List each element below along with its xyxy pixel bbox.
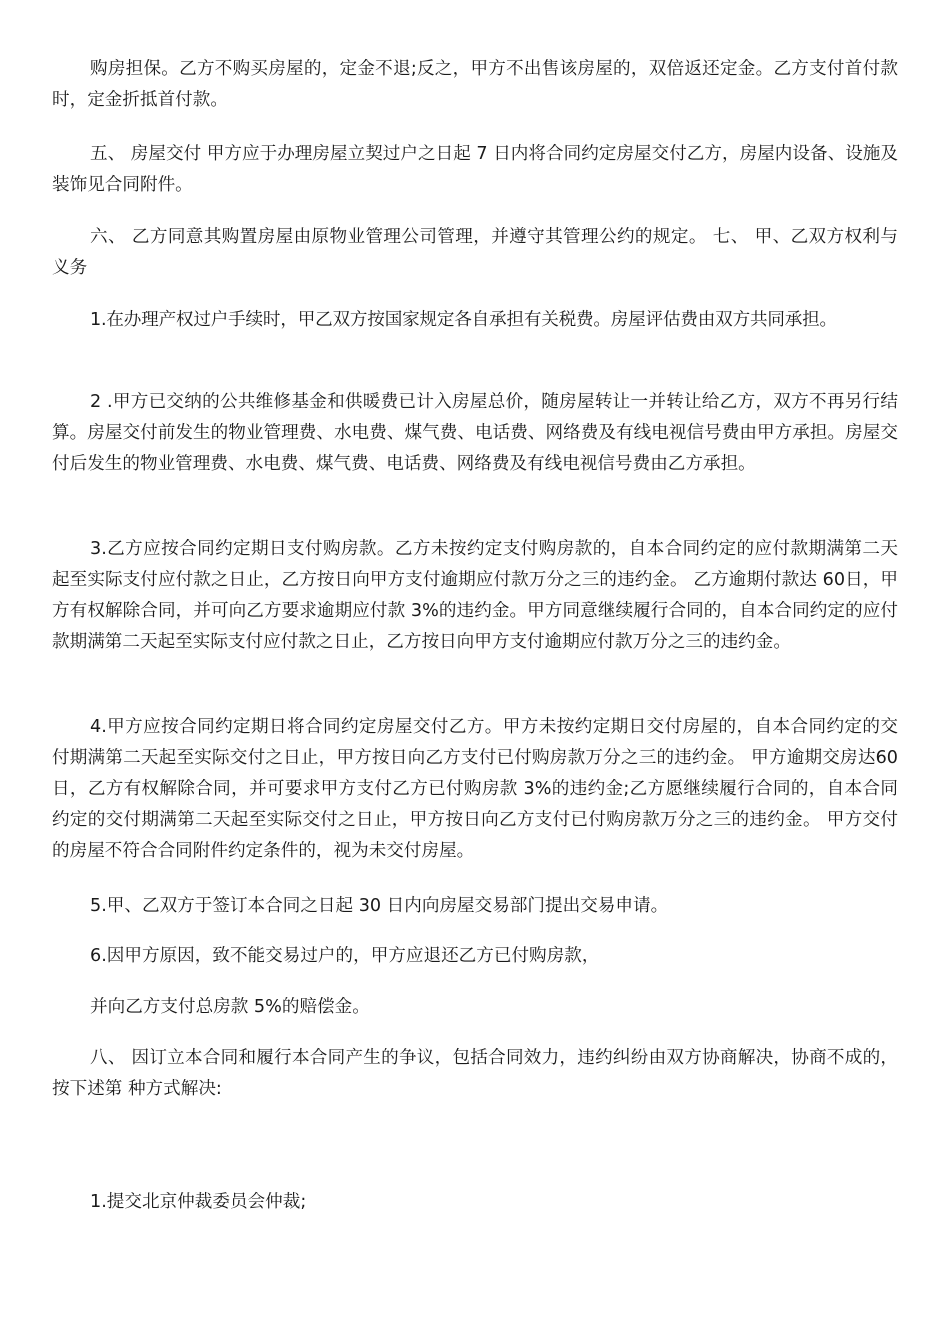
paragraph-section-5-delivery: 五、 房屋交付 甲方应于办理房屋立契过户之日起 7 日内将合同约定房屋交付乙方，房屋内设备、设施及装饰见合同附件。 <box>52 144 898 195</box>
paragraph-option-1-arbitration: 1.提交北京仲裁委员会仲裁; <box>90 1192 307 1212</box>
paragraph-section-8-disputes: 八、 因订立本合同和履行本合同产生的争议，包括合同效力，违约纠纷由双方协商解决，协商不成的，按下述第 种方式解决: <box>52 1048 898 1099</box>
paragraph-deposit-guarantee: 购房担保。乙方不购买房屋的，定金不退;反之，甲方不出售该房屋的，双倍返还定金。乙方支付首付款时，定金折抵首付款。 <box>52 59 898 110</box>
paragraph-clause-5-application: 5.甲、乙双方于签订本合同之日起 30 日内向房屋交易部门提出交易申请。 <box>90 896 669 916</box>
paragraph-clause-2-fees: 2 .甲方已交纳的公共维修基金和供暖费已计入房屋总价，随房屋转让一并转让给乙方，双方不再另行结算。房屋交付前发生的物业管理费、水电费、煤气费、电话费、网络费及有线电视信号费由甲方承担。房屋交付后发生的物业管理费、水电费、煤气费、电话费、网络费及有线电视信号费由乙方承担。 <box>52 392 898 474</box>
paragraph-section-6-property-management: 六、 乙方同意其购置房屋由原物业管理公司管理，并遵守其管理公约的规定。 七、 甲、乙双方权利与义务 <box>52 227 898 278</box>
paragraph-clause-6-refund: 6.因甲方原因，致不能交易过户的，甲方应退还乙方已付购房款， <box>90 946 600 966</box>
paragraph-clause-1-taxes: 1.在办理产权过户手续时，甲乙双方按国家规定各自承担有关税费。房屋评估费由双方共同承担。 <box>90 310 837 330</box>
paragraph-clause-4-handover: 4.甲方应按合同约定期日将合同约定房屋交付乙方。甲方未按约定期日交付房屋的，自本合同约定的交付期满第二天起至实际交付之日止，甲方按日向乙方支付已付购房款万分之三的违约金。 甲方逾期交房达60 日，乙方有权解除合同，并可要求甲方支付乙方已付购房款 3%的违约金;乙方愿继续履行合同的，自本合同约定的交付期满第二天起至实际交付之日止，甲方按日向乙方支付已付购房款万分之三的违约金。 甲方交付的房屋不符合合同附件约定条件的，视为未交付房屋。 <box>52 717 898 861</box>
paragraph-clause-3-payment: 3.乙方应按合同约定期日支付购房款。乙方未按约定支付购房款的，自本合同约定的应付款期满第二天起至实际支付应付款之日止，乙方按日向甲方支付逾期应付款万分之三的违约金。 乙方逾期付款达 60日，甲方有权解除合同，并可向乙方要求逾期应付款 3%的违约金。甲方同意继续履行合同的，自本合同约定的应付款期满第二天起至实际支付应付款之日止，乙方按日向甲方支付逾期应付款万分之三的违约金。 <box>52 539 898 652</box>
paragraph-clause-6-compensation: 并向乙方支付总房款 5%的赔偿金。 <box>90 997 370 1017</box>
